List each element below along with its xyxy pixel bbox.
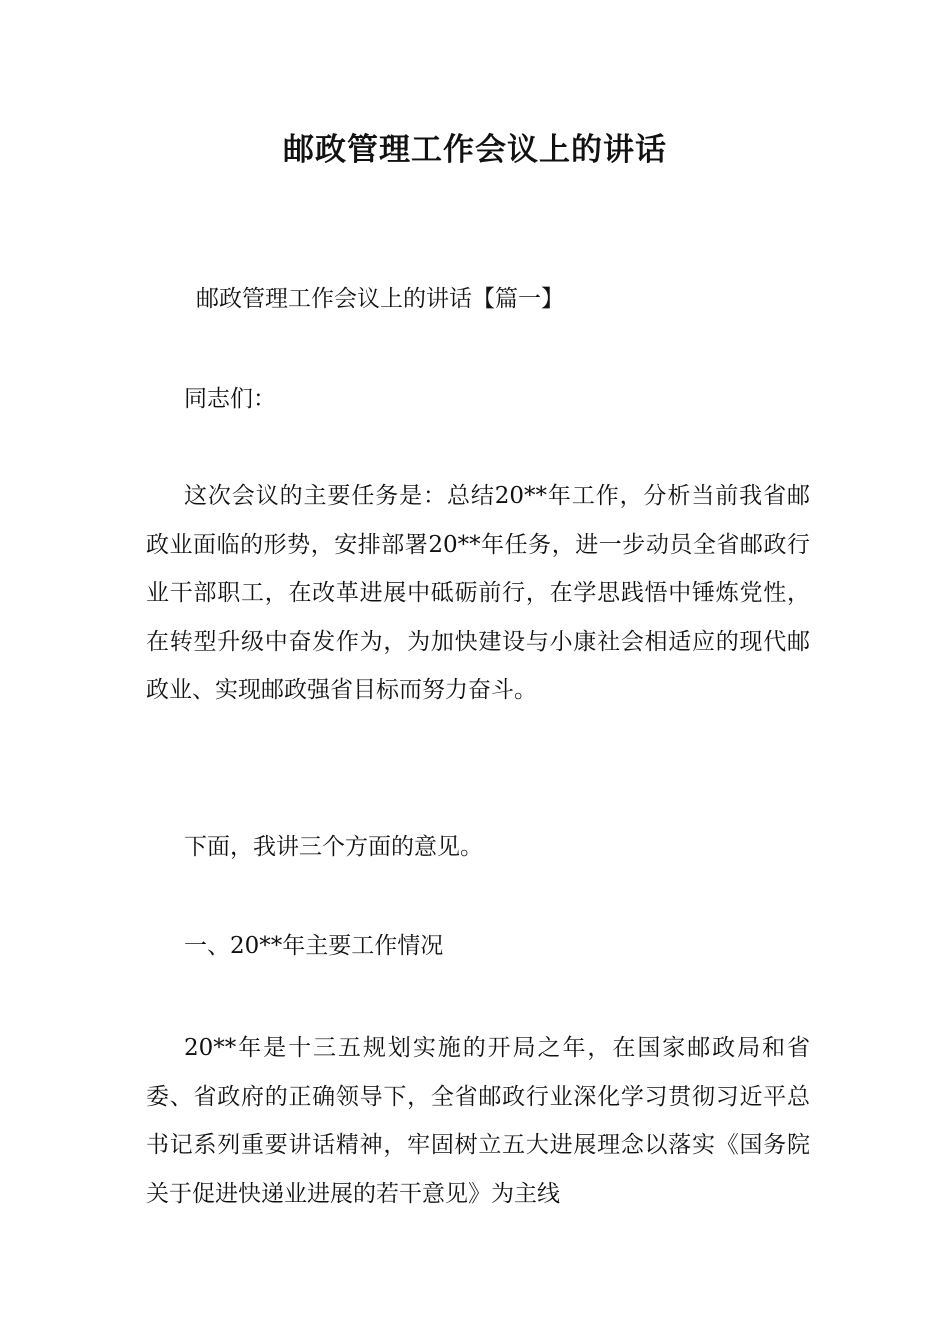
document-subtitle: 邮政管理工作会议上的讲话【篇一】 [196, 286, 564, 312]
section-paragraph: 20**年是十三五规划实施的开局之年，在国家邮政局和省委、省政府的正确领导下，全省邮政行业深化学习贯彻习近平总书记系列重要讲话精神，牢固树立五大进展理念以落实《国务院关于促进快递业进展的若干意见》为主线 [146, 1035, 810, 1207]
section-heading: 一、20**年主要工作情况 [184, 933, 444, 959]
salutation: 同志们： [184, 386, 276, 412]
intro-paragraph: 这次会议的主要任务是：总结20**年工作，分析当前我省邮政业面临的形势，安排部署20**年任务，进一步动员全省邮政行业干部职工，在改革进展中砥砺前行，在学思践悟中锤炼党性，在转型升级中奋发作为，为加快建设与小康社会相适应的现代邮政业、实现邮政强省目标而努力奋斗。 [146, 483, 810, 703]
outline-paragraph: 下面，我讲三个方面的意见。 [184, 834, 483, 860]
document-title: 邮政管理工作会议上的讲话 [283, 132, 667, 168]
